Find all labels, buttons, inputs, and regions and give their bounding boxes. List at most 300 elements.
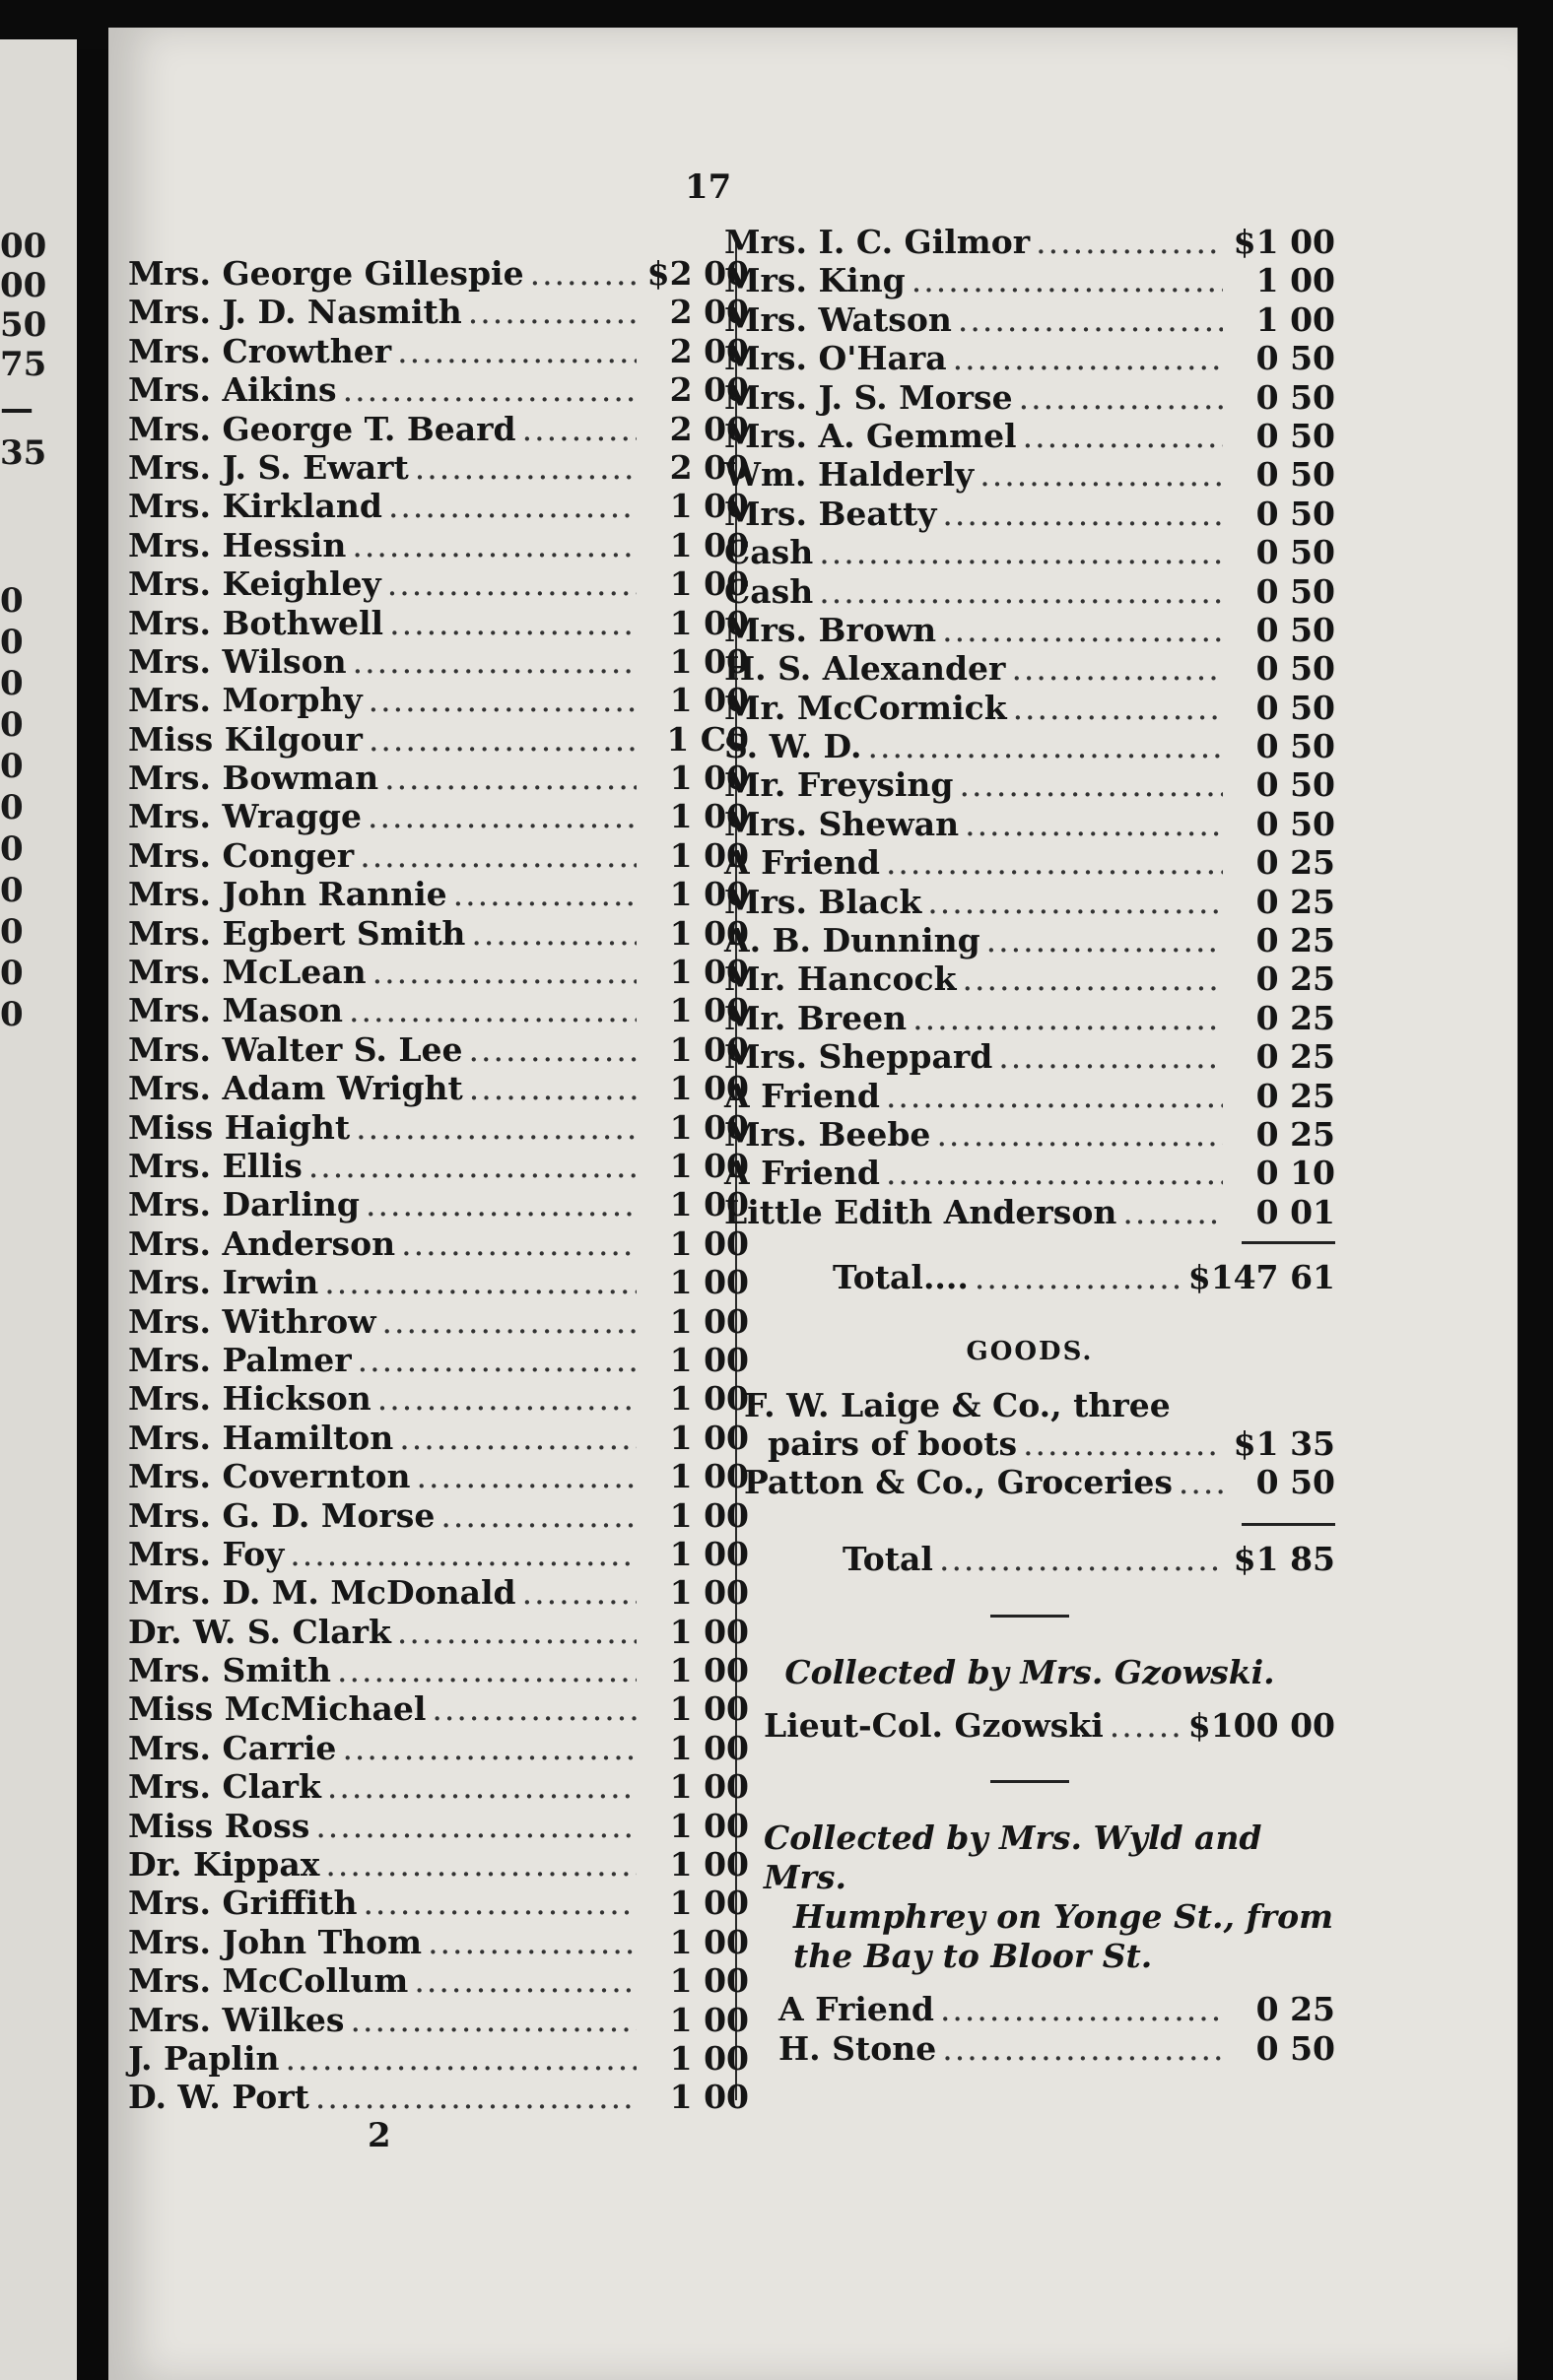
- contributor-name: Mrs. O'Hara: [724, 339, 947, 378]
- margin-fragment: 35: [0, 433, 47, 473]
- right-contributor-row: [724, 1193, 1335, 1231]
- contributor-name: Mrs. Aikins: [128, 370, 337, 410]
- margin-fragment: 0: [0, 954, 24, 993]
- contributor-amount: 0 50: [1255, 727, 1335, 766]
- contributor-amount: 1 00: [669, 1573, 749, 1613]
- leader-dots: [399, 1419, 637, 1457]
- page-right-shadow: [1518, 0, 1553, 2380]
- left-contributor-row: [128, 1108, 749, 1147]
- leader-dots: [372, 953, 637, 991]
- wyld-item-row: [778, 2029, 1335, 2068]
- contributor-name: Miss Kilgour: [128, 719, 363, 759]
- left-contributor-row: [128, 953, 749, 991]
- contributor-name: Mrs. Covernton: [128, 1457, 411, 1496]
- left-contributor-row: [128, 681, 749, 719]
- leader-dots: [397, 1613, 637, 1651]
- contributor-amount: 0 50: [1255, 416, 1335, 455]
- contributor-amount: 1 00: [669, 835, 749, 875]
- section-divider: [990, 1615, 1069, 1618]
- contributor-name: Mrs. Foy: [128, 1534, 285, 1573]
- contributor-amount: 1 00: [669, 953, 749, 992]
- leader-dots: [886, 1154, 1223, 1192]
- leader-dots: [315, 1807, 637, 1845]
- contributor-name: J. Paplin: [128, 2038, 280, 2078]
- contributor-name: Mrs. Kirkland: [128, 487, 382, 526]
- leader-dots: [308, 1147, 637, 1185]
- leader-dots: [324, 1263, 637, 1301]
- contributor-amount: 1 00: [669, 759, 749, 798]
- left-contributor-row: [128, 1807, 749, 1845]
- contributor-amount: 1 00: [669, 1884, 749, 1923]
- contributor-name: Mrs. Egbert Smith: [128, 913, 466, 953]
- contributor-name: Mrs. Wragge: [128, 797, 362, 836]
- contributor-amount: 0 50: [1255, 688, 1335, 727]
- page-number: 17: [685, 167, 732, 207]
- right-contributor-row: [724, 1037, 1335, 1076]
- contributor-name: Mrs. I. C. Gilmor: [724, 223, 1031, 261]
- left-contributor-row: [128, 410, 749, 448]
- contributor-name: Mrs. Morphy: [128, 681, 363, 720]
- left-contributor-row: [128, 1961, 749, 2000]
- left-contributor-row: [128, 604, 749, 642]
- contributor-name: A Friend: [778, 1990, 934, 2029]
- left-contributor-row: [128, 564, 749, 603]
- right-contributor-row: [724, 455, 1335, 494]
- leader-dots: [397, 332, 637, 370]
- contributor-amount: 1 00: [669, 875, 749, 914]
- leader-dots: [819, 572, 1223, 611]
- contributor-name: Mrs. Bowman: [128, 759, 379, 798]
- right-contributor-row: [724, 572, 1335, 611]
- contributor-name: Mrs. Brown: [724, 610, 937, 649]
- left-contributor-row: [128, 254, 749, 293]
- leader-dots: [415, 448, 637, 487]
- contributor-amount: 0 25: [1255, 1114, 1335, 1154]
- leader-dots: [958, 300, 1223, 339]
- left-contributor-row: [128, 914, 749, 953]
- margin-fragment: 0: [0, 705, 24, 745]
- leader-dots: [325, 1845, 637, 1884]
- leader-dots: [942, 2029, 1223, 2068]
- section-divider: [990, 1780, 1069, 1783]
- contributor-amount: 0 50: [1255, 571, 1335, 611]
- contributor-amount: 1 00: [669, 1185, 749, 1224]
- contributor-name: Mrs. Watson: [724, 299, 952, 339]
- contributor-amount: 1 00: [669, 913, 749, 953]
- leader-dots: [522, 410, 637, 448]
- leader-dots: [343, 370, 637, 409]
- contributor-name: Mrs. Darling: [128, 1185, 360, 1224]
- left-contributor-row: [128, 1263, 749, 1301]
- contributor-name: Mrs. J. D. Nasmith: [128, 293, 462, 332]
- contributor-name: Mrs. D. M. McDonald: [128, 1573, 516, 1613]
- leader-dots: [356, 1108, 637, 1147]
- contributor-name: Mrs. Black: [724, 882, 922, 921]
- right-contributor-row: [724, 1154, 1335, 1192]
- contributor-amount: 2 00: [669, 447, 749, 487]
- leader-dots: [1019, 378, 1223, 417]
- contributor-amount: 0 50: [1255, 2028, 1335, 2068]
- goods-list: [724, 1424, 1335, 1502]
- contributor-name: Mrs. McLean: [128, 953, 367, 992]
- contributor-amount: 1 00: [669, 641, 749, 681]
- leader-dots: [327, 1767, 637, 1806]
- leader-dots: [1023, 417, 1223, 455]
- leader-dots: [1011, 649, 1223, 688]
- right-contributor-row: [724, 339, 1335, 377]
- contributor-amount: 1 00: [669, 1651, 749, 1690]
- leader-dots: [953, 339, 1223, 377]
- contributor-name: Mrs. Clark: [128, 1767, 321, 1807]
- leader-dots: [819, 533, 1223, 571]
- leader-dots: [530, 254, 637, 293]
- leader-dots: [962, 959, 1223, 998]
- leader-dots: [979, 455, 1223, 494]
- contributor-amount: 0 50: [1255, 339, 1335, 378]
- leader-dots: [349, 991, 637, 1029]
- contributor-name: Dr. W. S. Clark: [128, 1612, 391, 1651]
- contributor-name: Mrs. Carrie: [128, 1728, 337, 1767]
- contributor-amount: 0 25: [1255, 1037, 1335, 1077]
- leader-dots: [468, 293, 637, 331]
- contributor-amount: 1 00: [669, 1263, 749, 1302]
- leader-dots: [285, 2039, 637, 2078]
- leader-dots: [417, 1457, 637, 1495]
- left-contributor-row: [128, 2039, 749, 2078]
- leader-dots: [366, 1185, 637, 1223]
- margin-fragment: 0: [0, 995, 24, 1034]
- contributor-amount: 0 50: [1255, 610, 1335, 649]
- margin-fragment: 75: [0, 345, 47, 384]
- leader-dots: [975, 1258, 1182, 1296]
- right-contributor-row: [724, 689, 1335, 727]
- contributor-name: Mrs. Mason: [128, 991, 343, 1030]
- wyld-heading-3: the Bay to Bloor St.: [793, 1937, 1153, 1976]
- contributor-amount: 1 00: [669, 1301, 749, 1341]
- contributor-name: Mrs. George T. Beard: [128, 409, 516, 448]
- right-contributor-row: [724, 649, 1335, 688]
- left-contributor-row: [128, 1224, 749, 1263]
- right-contributor-row: [724, 805, 1335, 843]
- leader-dots: [342, 1729, 637, 1767]
- leader-dots: [388, 487, 637, 525]
- goods-item-row: [744, 1424, 1335, 1463]
- left-contributor-row: [128, 487, 749, 525]
- left-contributor-row: [128, 1419, 749, 1457]
- leader-dots: [998, 1037, 1223, 1076]
- contributor-amount: 1 00: [669, 487, 749, 526]
- left-contributor-row: [128, 526, 749, 564]
- contributor-amount: 1 00: [669, 1845, 749, 1884]
- contributor-amount: 0 10: [1255, 1154, 1335, 1193]
- margin-fragment: 0: [0, 581, 24, 621]
- contributor-name: Mrs. Sheppard: [724, 1037, 993, 1077]
- contributor-name: Mrs. Adam Wright: [128, 1069, 463, 1108]
- contributor-name: Mrs. Ellis: [128, 1146, 303, 1185]
- leader-dots: [369, 720, 637, 759]
- margin-fragment: —: [0, 389, 34, 429]
- contributor-name: Mrs. Hamilton: [128, 1418, 394, 1457]
- contributor-amount: 0 25: [1255, 998, 1335, 1037]
- leader-dots: [350, 2001, 637, 2039]
- previous-page-edge: [0, 39, 77, 2380]
- leader-dots: [522, 1573, 637, 1612]
- leader-dots: [389, 604, 637, 642]
- contributor-amount: $1 35: [1233, 1423, 1335, 1463]
- leader-dots: [414, 1961, 637, 2000]
- contributor-amount: 1 00: [1255, 261, 1335, 300]
- left-contributor-row: [128, 1185, 749, 1223]
- left-contributor-row: [128, 1341, 749, 1379]
- contributor-amount: 1 00: [669, 1806, 749, 1845]
- contributor-amount: 0 25: [1255, 959, 1335, 999]
- contributor-amount: 0 25: [1255, 1990, 1335, 2029]
- right-contributor-row: [724, 959, 1335, 998]
- contributor-name: Mrs. John Thom: [128, 1922, 423, 1961]
- left-contributor-row: [128, 1767, 749, 1806]
- goods-heading: GOODS.: [966, 1336, 1094, 1366]
- wyld-item-row: [778, 1990, 1335, 2028]
- contributor-amount: 1 00: [669, 1689, 749, 1729]
- contributor-amount: 1 00: [669, 1767, 749, 1807]
- contributor-name: Dr. Kippax: [128, 1845, 320, 1884]
- left-contributor-row: [128, 1535, 749, 1573]
- contributor-name: Mrs. G. D. Morse: [128, 1495, 436, 1535]
- leader-dots: [912, 261, 1223, 299]
- contributor-name: Mrs. Bothwell: [128, 603, 384, 642]
- contributor-amount: 0 50: [1255, 804, 1335, 843]
- total-amount: $147 61: [1187, 1258, 1335, 1297]
- left-contributor-row: [128, 1147, 749, 1185]
- contributor-amount: 1 00: [669, 1069, 749, 1108]
- contributor-name: Mrs. Beebe: [724, 1114, 931, 1154]
- contributor-name: Mrs. J. S. Ewart: [128, 447, 409, 487]
- contributor-amount: 1 00: [669, 681, 749, 720]
- right-contributor-row: [724, 417, 1335, 455]
- contributor-name: Mrs. Smith: [128, 1651, 331, 1690]
- contributor-amount: 1 00: [669, 1107, 749, 1147]
- left-contributor-row: [128, 1845, 749, 1884]
- left-column: [128, 254, 749, 2117]
- contributor-amount: 1 00: [669, 525, 749, 564]
- right-contributor-row: [724, 611, 1335, 649]
- leader-dots: [358, 1341, 637, 1379]
- leader-dots: [1110, 1706, 1182, 1745]
- contributor-amount: 0 25: [1255, 843, 1335, 883]
- contributor-name: A. B. Dunning: [724, 921, 980, 960]
- left-contributor-row: [128, 1379, 749, 1418]
- right-contributor-row: [724, 495, 1335, 533]
- contributor-amount: 0 50: [1255, 377, 1335, 417]
- total-rule: [1242, 1241, 1335, 1244]
- margin-fragment: 0: [0, 829, 24, 869]
- contributor-amount: 1 00: [669, 603, 749, 642]
- contributor-amount: 0 50: [1255, 765, 1335, 805]
- contributor-name: Mrs. Walter S. Lee: [128, 1029, 463, 1069]
- left-contributor-row: [128, 1923, 749, 1961]
- contributor-name: Mr. Hancock: [724, 959, 957, 999]
- left-contributor-row: [128, 1613, 749, 1651]
- leader-dots: [360, 836, 637, 875]
- total-label: Total....: [833, 1258, 969, 1297]
- contributor-name: pairs of boots: [768, 1423, 1018, 1463]
- contributor-name: A Friend: [724, 1154, 880, 1193]
- contributor-name: Miss McMichael: [128, 1689, 427, 1729]
- leader-dots: [1023, 1424, 1223, 1463]
- left-contributor-row: [128, 1689, 749, 1728]
- contributor-name: Mrs. Conger: [128, 835, 355, 875]
- contributor-name: S. W. D.: [724, 727, 862, 766]
- contributor-name: Mrs. Palmer: [128, 1340, 352, 1379]
- margin-fragment: 0: [0, 871, 24, 910]
- contributor-name: Cash: [724, 571, 814, 611]
- leader-dots: [1179, 1463, 1223, 1501]
- contributor-amount: 1 00: [669, 1961, 749, 2001]
- contributor-amount: 2 00: [669, 409, 749, 448]
- right-column: [724, 223, 1335, 2068]
- leader-dots: [1013, 689, 1223, 727]
- right-contributor-row: [724, 223, 1335, 261]
- margin-fragment: 0: [0, 747, 24, 786]
- contributor-name: H. Stone: [778, 2028, 937, 2068]
- contributor-amount: 1 00: [669, 1728, 749, 1767]
- contributor-name: Patton & Co., Groceries: [744, 1462, 1173, 1501]
- leader-dots: [469, 1069, 637, 1107]
- contributor-amount: 0 50: [1255, 649, 1335, 689]
- leader-dots: [1036, 223, 1223, 261]
- contributor-name: Mrs. George Gillespie: [128, 254, 524, 293]
- right-contributor-row: [724, 300, 1335, 339]
- leader-dots: [927, 883, 1223, 921]
- margin-fragment: 0: [0, 664, 24, 703]
- right-contributor-row: [724, 1077, 1335, 1115]
- contributor-amount: 2 00: [669, 370, 749, 410]
- left-contributor-row: [128, 293, 749, 331]
- contributor-name: Miss Ross: [128, 1806, 310, 1845]
- contributor-name: Mr. McCormick: [724, 688, 1007, 727]
- wyld-list: [724, 1990, 1335, 2068]
- contributor-name: Mrs. Hickson: [128, 1379, 371, 1419]
- leader-dots: [939, 1540, 1223, 1578]
- left-contributor-row: [128, 370, 749, 409]
- leader-dots: [387, 564, 637, 603]
- contributor-amount: 1 00: [669, 1146, 749, 1185]
- leader-dots: [315, 2078, 637, 2116]
- contributor-amount: $1 00: [1233, 223, 1335, 261]
- goods-total-amount: $1 85: [1233, 1540, 1335, 1579]
- leader-dots: [337, 1651, 637, 1689]
- contributor-amount: $100 00: [1187, 1705, 1335, 1745]
- contributor-name: Mr. Freysing: [724, 765, 954, 805]
- leader-dots: [428, 1923, 637, 1961]
- left-contributor-row: [128, 332, 749, 370]
- contributor-name: Lieut-Col. Gzowski: [764, 1705, 1104, 1745]
- total-row: [724, 1258, 1335, 1296]
- contributor-amount: 1 00: [669, 1418, 749, 1457]
- leader-dots: [377, 1379, 637, 1418]
- leader-dots: [936, 1115, 1223, 1154]
- contributor-name: Mrs. Shewan: [724, 804, 960, 843]
- left-contributor-row: [128, 1069, 749, 1107]
- margin-fragment: 50: [0, 305, 47, 345]
- contributor-amount: 0 50: [1255, 494, 1335, 533]
- left-contributor-row: [128, 1496, 749, 1535]
- contributor-amount: 1 00: [669, 991, 749, 1030]
- right-contributor-row: [724, 378, 1335, 417]
- left-contributor-row: [128, 1457, 749, 1495]
- contributor-amount: 1 00: [669, 797, 749, 836]
- contributor-amount: 1 00: [669, 1612, 749, 1651]
- right-contributor-row: [724, 765, 1335, 804]
- left-contributor-row: [128, 759, 749, 797]
- leader-dots: [469, 1030, 637, 1069]
- contributor-amount: 0 25: [1255, 921, 1335, 960]
- contributor-name: Mrs. McCollum: [128, 1961, 409, 2001]
- leader-dots: [986, 921, 1223, 959]
- contributor-amount: 0 01: [1255, 1192, 1335, 1231]
- leader-dots: [401, 1224, 637, 1263]
- left-contributor-row: [128, 1651, 749, 1689]
- margin-fragment: 0: [0, 788, 24, 827]
- right-contributor-row: [724, 1115, 1335, 1154]
- contributor-amount: 1 00: [669, 1340, 749, 1379]
- leader-dots: [353, 642, 637, 681]
- contributor-name: D. W. Port: [128, 2078, 309, 2117]
- contributor-name: Little Edith Anderson: [724, 1192, 1117, 1231]
- wyld-heading-2: Humphrey on Yonge St., from: [793, 1897, 1333, 1937]
- contributor-amount: 1 00: [669, 1223, 749, 1263]
- left-contributor-row: [128, 642, 749, 681]
- left-contributor-row: [128, 1729, 749, 1767]
- contributor-name: Mrs. John Rannie: [128, 875, 447, 914]
- right-contributor-row: [724, 921, 1335, 959]
- right-contributor-row: [724, 727, 1335, 765]
- contributor-name: Mrs. Wilson: [128, 641, 347, 681]
- contributor-amount: 1 00: [669, 1495, 749, 1535]
- contributor-amount: 1 00: [669, 1922, 749, 1961]
- contributor-name: Mrs. Beatty: [724, 494, 937, 533]
- leader-dots: [942, 495, 1223, 533]
- leader-dots: [912, 999, 1223, 1037]
- contributor-amount: 1 C0: [666, 719, 749, 759]
- contributor-amount: 1 00: [1255, 299, 1335, 339]
- left-contributor-row: [128, 1884, 749, 1922]
- contributor-name: Mrs. Hessin: [128, 525, 347, 564]
- left-contributor-row: [128, 448, 749, 487]
- leader-dots: [867, 727, 1223, 765]
- goods-item-row: [744, 1463, 1335, 1501]
- leader-dots: [965, 805, 1223, 843]
- leader-dots: [290, 1535, 637, 1573]
- contributor-amount: 0 50: [1255, 1462, 1335, 1501]
- contributor-name: Mrs. Keighley: [128, 564, 381, 604]
- contributor-name: H. S. Alexander: [724, 649, 1006, 689]
- leader-dots: [886, 1077, 1223, 1115]
- contributor-name: Mrs. Crowther: [128, 331, 392, 370]
- margin-fragment: 0: [0, 623, 24, 662]
- contributor-name: Mrs. J. S. Morse: [724, 377, 1013, 417]
- contributor-amount: 2 00: [669, 331, 749, 370]
- contributor-name: Miss Haight: [128, 1107, 351, 1147]
- contributor-name: Cash: [724, 533, 814, 572]
- margin-fragment: 0: [0, 912, 24, 952]
- contributor-amount: 1 00: [669, 564, 749, 604]
- goods-line-1: F. W. Laige & Co., three: [744, 1385, 1171, 1424]
- left-contributor-row: [128, 875, 749, 913]
- leader-dots: [352, 526, 637, 564]
- contributor-amount: 0 25: [1255, 882, 1335, 921]
- leader-dots: [440, 1496, 637, 1535]
